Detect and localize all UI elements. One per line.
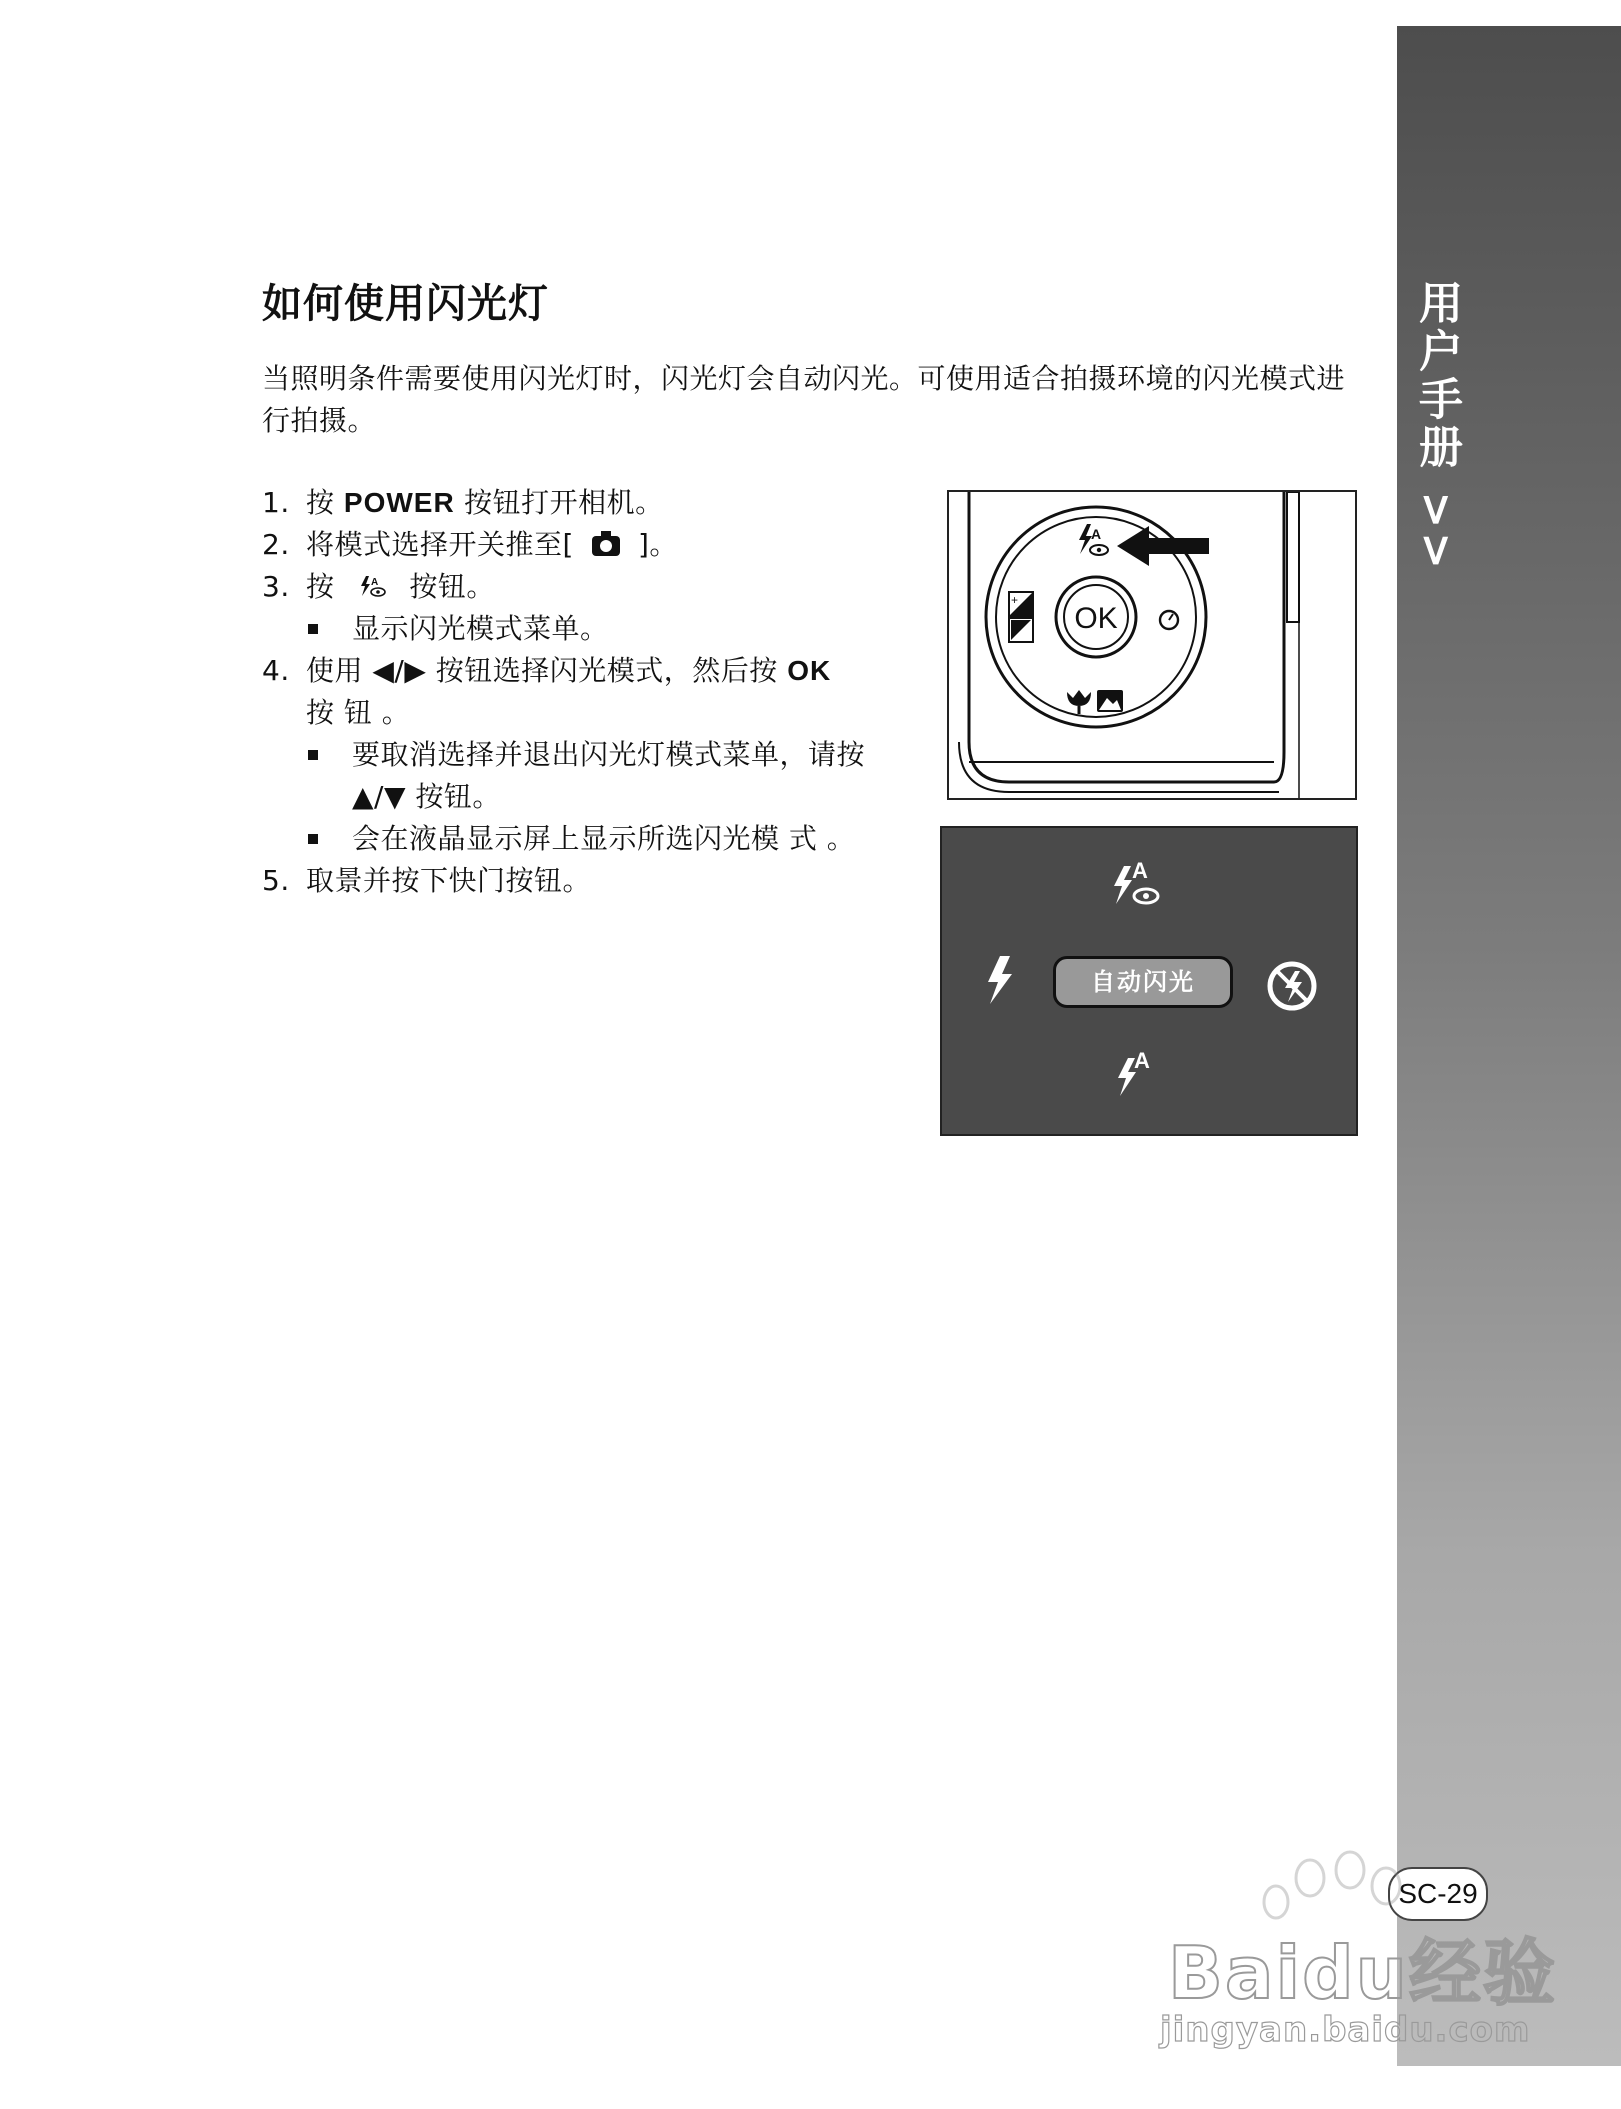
step-3 bbox=[262, 566, 872, 608]
step-text: 按 bbox=[306, 486, 344, 519]
bullet-icon bbox=[308, 624, 318, 634]
page-number: SC-29 bbox=[1388, 1867, 1488, 1921]
section-title: 如何使用闪光灯 bbox=[262, 281, 549, 327]
camera-controls-drawing bbox=[949, 492, 1355, 798]
step-number: 3. bbox=[262, 570, 290, 603]
camera-mode-icon bbox=[592, 536, 620, 556]
svg-text:A: A bbox=[1132, 858, 1148, 883]
step-5 bbox=[262, 860, 872, 902]
exposure-compensation-icon bbox=[1009, 592, 1033, 616]
step-number: 1. bbox=[262, 486, 290, 519]
watermark-brand: Baidu经验 bbox=[1168, 1931, 1557, 2015]
step-list bbox=[262, 482, 872, 902]
step-text: 按 bbox=[306, 570, 344, 603]
watermark-url: jingyan.baidu.com bbox=[1160, 2010, 1531, 2050]
forced-flash-icon bbox=[988, 956, 1012, 1004]
svg-text:A: A bbox=[370, 577, 379, 588]
bullet-icon bbox=[308, 834, 318, 844]
landscape-icon bbox=[1097, 690, 1123, 712]
backlight-icon bbox=[1009, 618, 1033, 642]
flash-mode-menu-figure bbox=[940, 826, 1358, 1136]
step-4 bbox=[262, 650, 872, 734]
step-text: 取景并按下快门按钮。 bbox=[306, 864, 592, 897]
step-number: 2. bbox=[262, 528, 290, 561]
svg-text:A: A bbox=[1134, 1048, 1150, 1073]
step-text: 将模式选择开关推至[ bbox=[306, 528, 574, 561]
step-number: 5. bbox=[262, 864, 290, 897]
note-text: 会在液晶显示屏上显示所选闪光模 式 。 bbox=[352, 822, 856, 855]
selected-mode-label: 自动闪光 bbox=[1053, 956, 1233, 1008]
auto-flash-icon bbox=[1118, 1048, 1150, 1096]
camera-controls-figure bbox=[947, 490, 1357, 800]
svg-text:+: + bbox=[1011, 593, 1019, 607]
sidebar-title: 用户手册 >> bbox=[1411, 280, 1462, 574]
step-4-note-1 bbox=[262, 734, 872, 818]
ok-keyword: OK bbox=[787, 655, 832, 686]
step-3-note bbox=[262, 608, 872, 650]
flash-off-icon bbox=[1270, 964, 1314, 1008]
power-keyword: POWER bbox=[343, 487, 455, 518]
step-2 bbox=[262, 524, 872, 566]
intro-paragraph: 当照明条件需要使用闪光灯时，闪光灯会自动闪光。可使用适合拍摄环境的闪光模式进行拍摄。 bbox=[262, 362, 1346, 437]
ok-button-label: OK bbox=[1074, 602, 1118, 635]
step-text: 按钮打开相机。 bbox=[454, 486, 664, 519]
step-number: 4. bbox=[262, 654, 290, 687]
svg-text:A: A bbox=[1091, 526, 1102, 542]
step-text: 按钮。 bbox=[409, 570, 495, 603]
flash-button-icon bbox=[358, 574, 386, 600]
step-1 bbox=[262, 482, 872, 524]
note-text: 要取消选择并退出闪光灯模式菜单，请按 ▲/▼ 按钮。 bbox=[352, 738, 866, 813]
step-text: 使用 ◀/▶ 按钮选择闪光模式，然后按 bbox=[306, 654, 788, 687]
red-eye-reduction-icon bbox=[1114, 858, 1158, 904]
step-text: ]。 bbox=[637, 528, 678, 561]
step-4-note-2 bbox=[262, 818, 872, 860]
bullet-icon bbox=[308, 750, 318, 760]
step-text: 按 钮 。 bbox=[306, 696, 411, 729]
note-text: 显示闪光模式菜单。 bbox=[352, 612, 609, 645]
